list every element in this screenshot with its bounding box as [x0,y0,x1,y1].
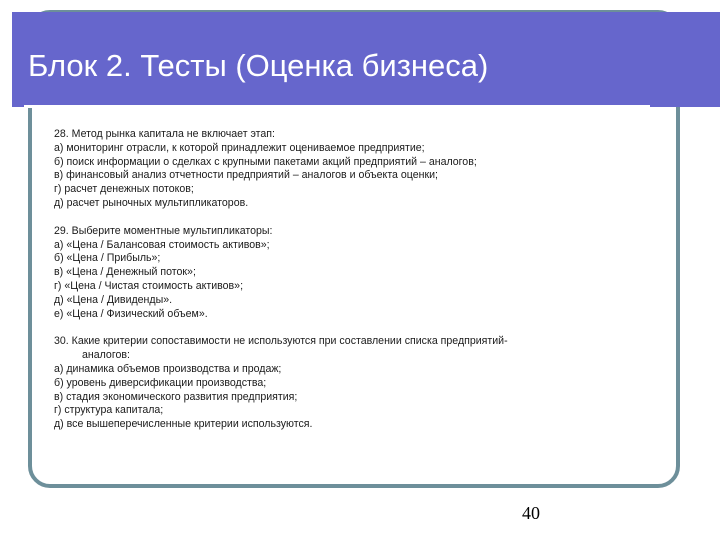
answer-option: д) расчет рыночных мультипликаторов. [54,196,249,209]
answer-option: в) «Цена / Денежный поток»; [54,266,196,279]
answer-option: а) мониторинг отрасли, к которой принадлежит оцениваемое предприятие; [54,141,425,154]
answer-option: д) все вышеперечисленные критерии используются. [54,418,313,431]
question-30 [54,335,664,432]
question-prompt-continuation: аналогов: [82,349,130,362]
slide-title: Блок 2. Тесты (Оценка бизнеса) [28,48,489,83]
answer-option: г) структура капитала; [54,404,164,417]
answer-option: в) стадия экономического развития предприятия; [54,390,298,403]
page-number: 40 [522,503,540,523]
title-bar [12,12,720,107]
slide-content [54,128,664,432]
question-prompt: 30. Какие критерии сопоставимости не используются при составлении списка предприятий- [54,335,508,348]
answer-option: д) «Цена / Дивиденды». [54,293,173,306]
question-28 [54,128,664,211]
answer-option: в) финансовый анализ отчетности предприятий – аналогов и объекта оценки; [54,169,438,182]
answer-option: а) «Цена / Балансовая стоимость активов»; [54,238,270,251]
answer-option: б) поиск информации о сделках с крупными пакетами акций предприятий – аналогов; [54,155,477,168]
answer-option: г) расчет денежных потоков; [54,183,194,196]
answer-option: б) уровень диверсификации производства; [54,376,267,389]
title-underline [24,105,650,108]
answer-option: г) «Цена / Чистая стоимость активов»; [54,279,244,292]
question-29 [54,225,664,322]
question-prompt: 29. Выберите моментные мультипликаторы: [54,224,273,237]
answer-option: а) динамика объемов производства и продаж; [54,362,282,375]
answer-option: е) «Цена / Физический объем». [54,307,208,320]
question-prompt: 28. Метод рынка капитала не включает этап: [54,128,275,140]
answer-option: б) «Цена / Прибыль»; [54,252,161,265]
